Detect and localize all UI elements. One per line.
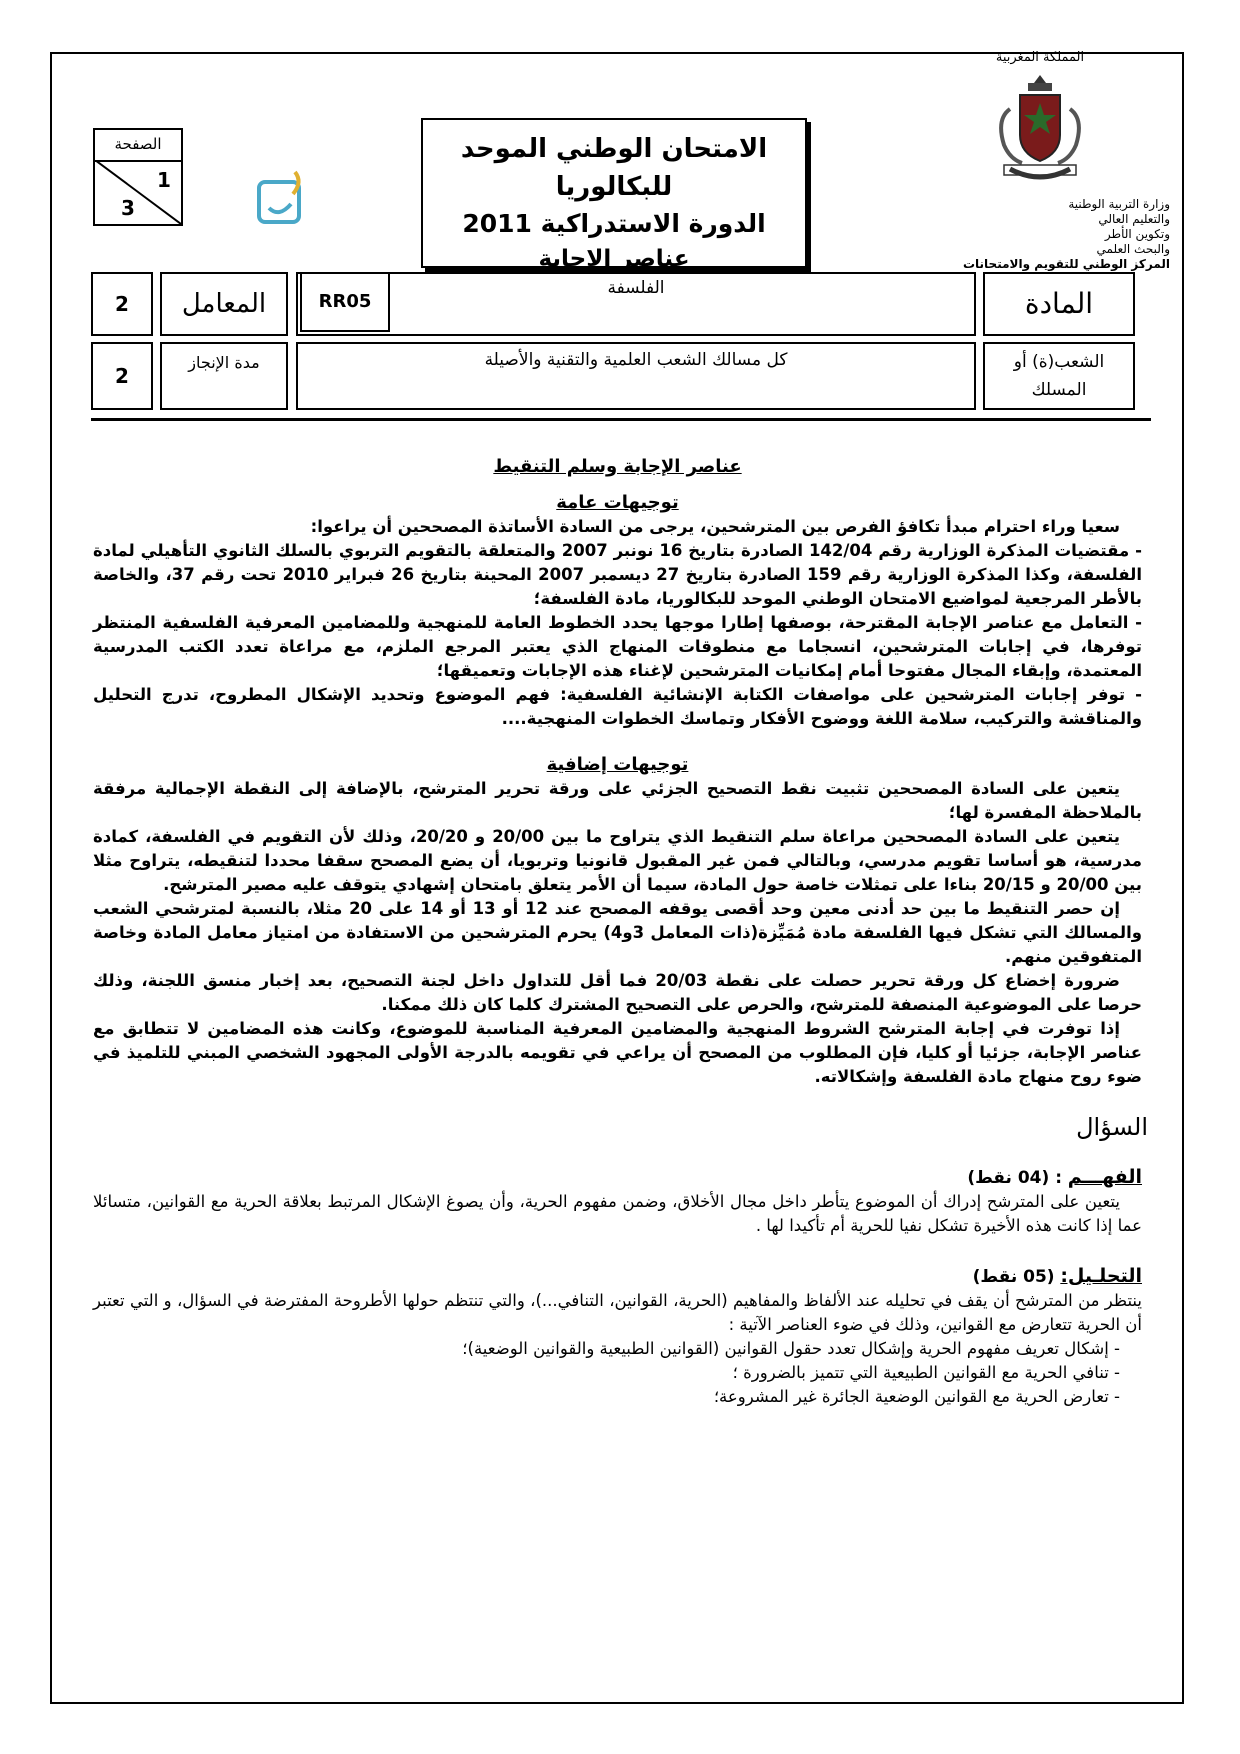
royal-emblem-icon: [990, 69, 1090, 187]
ministry-line: المركز الوطني للتقويم والامتحانات: [962, 257, 1170, 271]
general-guidelines-title: توجيهات عامة: [556, 492, 679, 513]
extra-paragraph: إذا توفرت في إجابة المترشح الشروط المنهجية والمضامين المعرفية المناسبة للموضوع، وكانت هذه المضامين لا تتطابق مع عناصر الإجابة، جزئيا أو كليا، فإن المطلوب من المصحح أن يراعي في تقويمه بالدرجة الأولى المجهود الشخصي المبني للتلميذ في ضوء روح منهاج مادة الفلسفة وإشكالاته.: [93, 1019, 1142, 1086]
doc-type: عناصر الإجابة: [538, 246, 690, 272]
page-number-box: [93, 128, 183, 226]
ministry-line: وزارة التربية الوطنية: [1068, 197, 1170, 211]
general-intro: سعيا وراء احترام مبدأ تكافؤ الفرص بين المترشحين، يرجى من السادة الأساتذة المصححين أن يراعوا:: [310, 517, 1120, 536]
coef-value-cell: 2: [91, 272, 153, 336]
branch-value-cell: كل مسالك الشعب العلمية والتقنية والأصيلة: [296, 342, 976, 410]
branch-label-cell: الشعب(ة) أو المسلك: [983, 342, 1135, 410]
analysis-item: - تعارض الحرية مع القوانين الوضعية الجائرة غير المشروعة؛: [713, 1387, 1120, 1406]
subject-label-cell: المادة: [983, 272, 1135, 336]
question-label: السؤال: [1076, 1113, 1148, 1141]
understanding-text: يتعين على المترشح إدراك أن الموضوع يتأطر داخل مجال الأخلاق، وضمن مفهوم الحرية، وأن يصوغ الإشكال المرتبط بعلاقة الحرية مع القوانين، متسائلا عما إذا كانت هذه الأخيرة تشكل نفيا للحرية أم تأكيدا لها .: [93, 1192, 1142, 1235]
extra-paragraph: إن حصر التنقيط ما بين حد أدنى معين وحد أقصى يوقفه المصحح عند 12 أو 13 أو 14 على 20 مثلا، بالنسبة لمترشحي الشعب والمسالك التي تشكل فيها الفلسفة مادة مُمَيِّزة(ذات المعامل 3و4) يحرم المترشحين من الاستفادة من امتياز معامل المادة وخاصة المتفوقين منهم.: [93, 899, 1142, 966]
answer-elements-body: [93, 455, 1148, 1409]
extra-paragraph: ضرورة إخضاع كل ورقة تحرير حصلت على نقطة 20/03 فما أقل للتداول داخل لجنة التصحيح، بعد إخبار منسق اللجنة، وذلك حرصا على الموضوعية المنصفة للمترشح، والحرص على التصحيح المشترك كلما كان ذلك ممكنا.: [93, 971, 1142, 1014]
code-cell: RR05: [300, 272, 390, 332]
analysis-item: - إشكال تعريف مفهوم الحرية وإشكال تعدد حقول القوانين (القوانين الطبيعية والقوانين الوضعية)؛: [462, 1339, 1120, 1358]
ministry-line: والبحث العلمي: [1096, 242, 1170, 256]
duration-value-cell: 2: [91, 342, 153, 410]
exam-session: الدورة الاستدراكية 2011: [462, 209, 766, 238]
exam-title: الامتحان الوطني الموحد للبكالوريا: [460, 134, 768, 202]
analysis-heading: [93, 1264, 1142, 1289]
exam-title-box: [421, 118, 807, 272]
duration-label-cell: مدة الإنجاز: [160, 342, 288, 410]
header-rule: [91, 418, 1151, 421]
understanding-heading: [93, 1165, 1142, 1190]
general-item: - توفر إجابات المترشحين على مواصفات الكتابة الإنشائية الفلسفية: فهم الموضوع وتحديد الإشكال المطروح، تدرج التحليل والمناقشة والتركيب، سلامة اللغة ووضوح الأفكار وتماسك الخطوات المنهجية....: [93, 685, 1142, 728]
understanding-points: : (04 نقط): [967, 1168, 1062, 1188]
coef-label-cell: المعامل: [160, 272, 288, 336]
analysis-points: (05 نقط): [972, 1267, 1055, 1287]
extra-paragraph: يتعين على السادة المصححين تثبيت نقط التصحيح الجزئي على ورقة تحرير المترشح، بالإضافة إلى النقطة الإجمالية مرفقة بالملاحظة المفسرة لها؛: [93, 779, 1142, 822]
extra-guidelines-title: توجيهات إضافية: [546, 754, 689, 775]
exam-center-logo-icon: [255, 168, 315, 228]
general-item: - مقتضيات المذكرة الوزارية رقم 142/04 الصادرة بتاريخ 16 نونبر 2007 والمتعلقة بالتقويم التربوي بالسلك الثانوي التأهيلي لمادة الفلسفة، وكذا المذكرة الوزارية رقم 159 الصادرة بتاريخ 27 ديسمبر 2007 المحينة بتاريخ 26 فبراير 2010 تحت رقم 37، والخاصة بالأطر المرجعية لمواضيع الامتحان الوطني الموحد للبكالوريا، مادة الفلسفة؛: [93, 541, 1142, 608]
ministry-line: وتكوين الأطر: [1104, 227, 1170, 241]
page-label: الصفحة: [95, 130, 181, 162]
analysis-item: - تنافي الحرية مع القوانين الطبيعية التي تتميز بالضرورة ؛: [732, 1363, 1120, 1382]
subject-value-cell: الفلسفة: [296, 272, 976, 336]
ministry-header: [910, 50, 1170, 272]
analysis-text: ينتظر من المترشح أن يقف في تحليله عند الألفاظ والمفاهيم (الحرية، القوانين، التنافي...)، والتي تنتظم حولها الأطروحة المفترضة في السؤال، و التي تعتبر أن الحرية تتعارض مع القوانين، وذلك في ضوء العناصر الآتية :: [93, 1291, 1142, 1334]
page-total: 3: [121, 196, 135, 220]
understanding-title: الفهـــم: [1067, 1166, 1142, 1188]
ministry-line: والتعليم العالي: [1098, 212, 1170, 226]
general-item: - التعامل مع عناصر الإجابة المقترحة، بوصفها إطارا موجها يحدد الخطوط العامة للمنهجية وللمضامين المعرفية الفلسفية المنتظر توفرها، في إجابات المترشحين، انسجاما مع منطوقات المنهاج الذي يعتبر المرجع الملزم، مع مراعاة تعدد الكتب المدرسية المعتمدة، وإبقاء المجال مفتوحا أمام إمكانيات المترشحين لإغناء هذه الإجابات وتعميقها؛: [93, 613, 1142, 680]
page-current: 1: [157, 168, 171, 192]
analysis-title: التحلـيل:: [1060, 1265, 1142, 1287]
kingdom-label: المملكة المغربية: [995, 50, 1085, 65]
extra-paragraph: يتعين على السادة المصححين مراعاة سلم التنقيط الذي يتراوح ما بين 20/00 و 20/20، وذلك لأن التقويم في الفلسفة، كمادة مدرسية، هو أساسا تقويم مدرسي، وبالتالي فمن غير المقبول قانونيا وتربويا، أن يضع المصحح سقفا محددا لتنقيطه، يتراوح مثلا بين 20/00 و 20/15 بناءا على تمثلات خاصة حول المادة، سيما أن الأمر يتعلق بامتحان إشهادي يتوقف عليه مصير المترشح.: [93, 827, 1142, 894]
main-title: عناصر الإجابة وسلم التنقيط: [493, 456, 742, 477]
